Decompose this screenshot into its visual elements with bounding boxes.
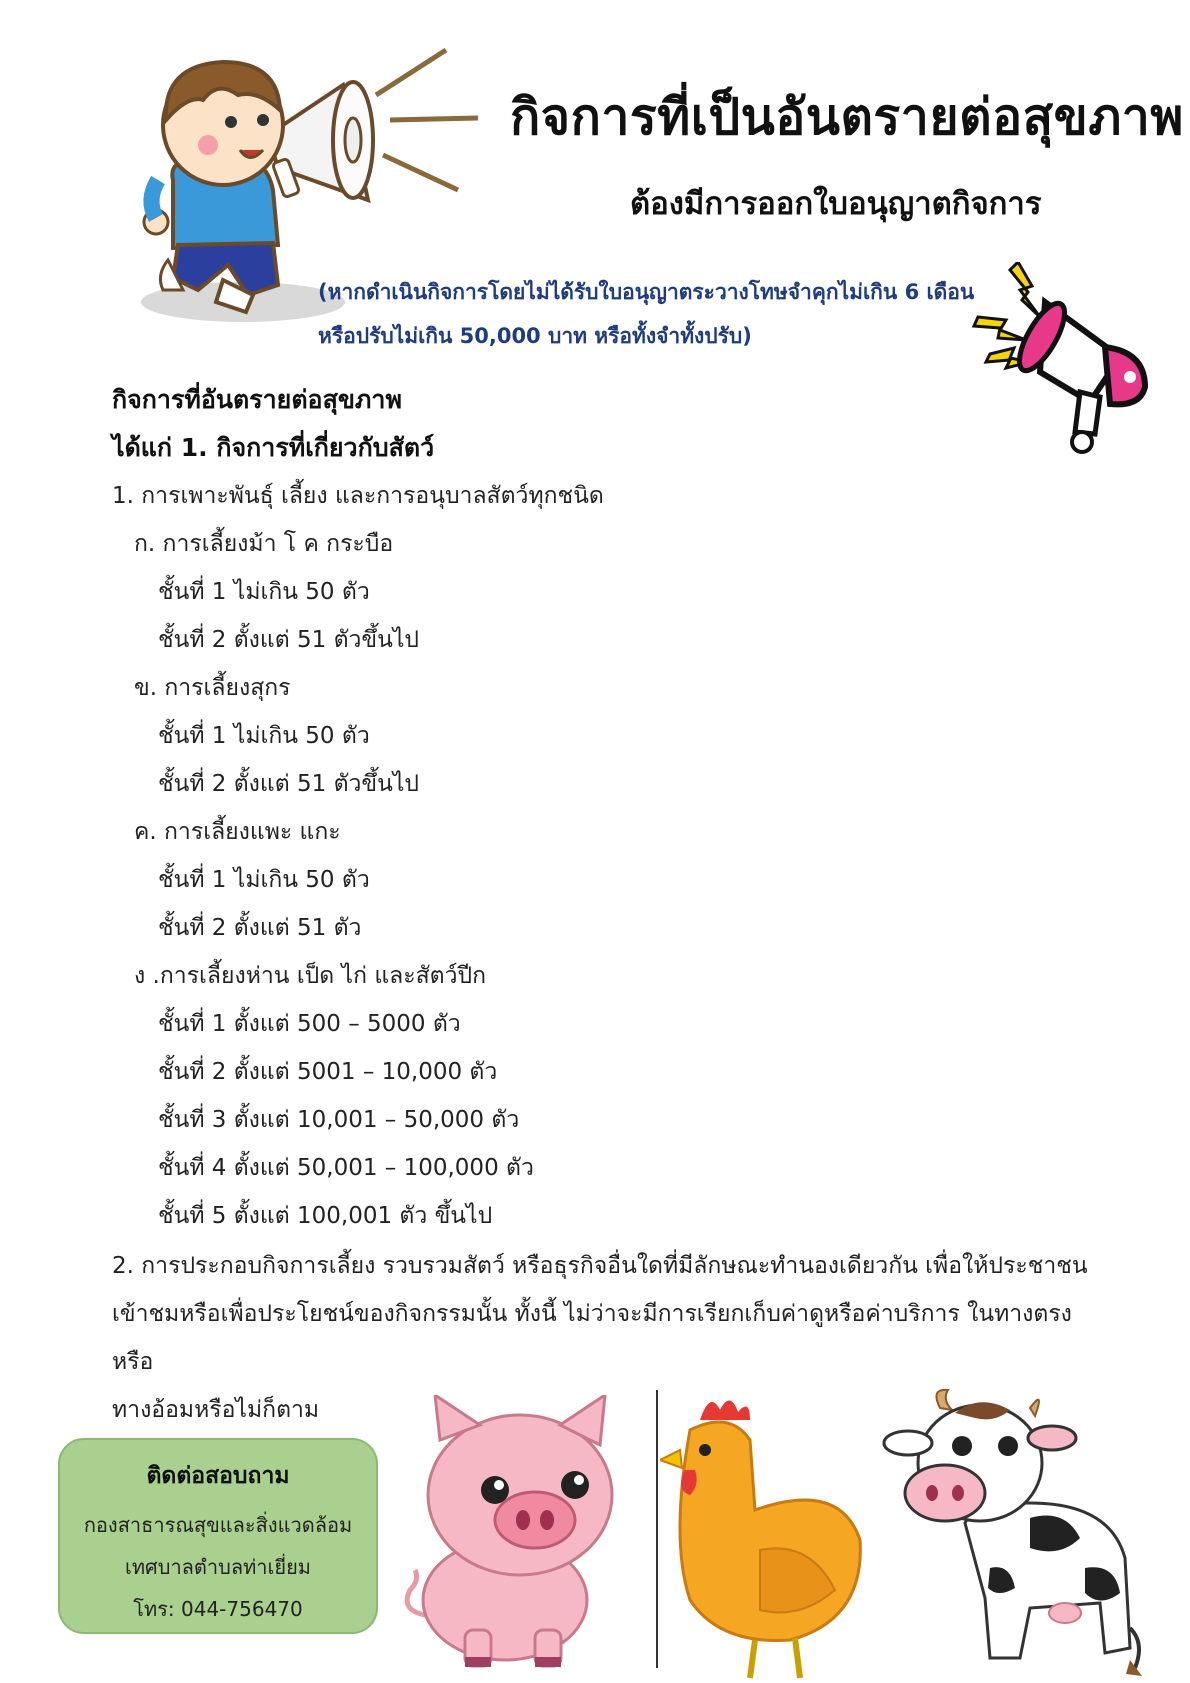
tier-line: ชั้นที่ 1 ไม่เกิน 50 ตัว bbox=[158, 723, 370, 749]
page-subtitle: ต้องมีการออกใบอนุญาตกิจการ bbox=[630, 186, 1042, 222]
tier-line: ชั้นที่ 1 ไม่เกิน 50 ตัว bbox=[158, 579, 370, 605]
group-label: ค. การเลี้ยงแพะ แกะ bbox=[134, 819, 341, 845]
item-2-line: ทางอ้อมหรือไม่ก็ตาม bbox=[112, 1397, 320, 1423]
item-2-line: 2. การประกอบกิจการเลี้ยง รวบรวมสัตว์ หรือธุรกิจอื่นใดที่มีลักษณะทำนองเดียวกัน เพื่อให้ประชาชน bbox=[112, 1253, 1088, 1279]
cow-icon bbox=[880, 1388, 1150, 1678]
penalty-line-1: (หากดำเนินกิจการโดยไม่ได้รับใบอนุญาตระวางโทษจำคุกไม่เกิน 6 เดือน bbox=[318, 280, 975, 304]
contact-box bbox=[58, 1438, 378, 1634]
item-2-line: เข้าชมหรือเพื่อประโยชน์ของกิจกรรมนั้น ทั้งนี้ ไม่ว่าจะมีการเรียกเก็บค่าดูหรือค่าบริการ ในทางตรงหรือ bbox=[112, 1301, 1072, 1375]
section-subheading: ได้แก่ 1. กิจการที่เกี่ยวกับสัตว์ bbox=[112, 433, 435, 462]
tier-line: ชั้นที่ 1 ไม่เกิน 50 ตัว bbox=[158, 867, 370, 893]
pig-icon bbox=[395, 1395, 645, 1675]
page-title: กิจการที่เป็นอันตรายต่อสุขภาพ bbox=[510, 88, 1184, 146]
tier-line: ชั้นที่ 1 ตั้งแต่ 500 – 5000 ตัว bbox=[158, 1011, 461, 1037]
section-heading: กิจการที่อันตรายต่อสุขภาพ bbox=[112, 385, 402, 414]
tier-line: ชั้นที่ 2 ตั้งแต่ 5001 – 10,000 ตัว bbox=[158, 1059, 498, 1085]
megaphone-icon bbox=[970, 262, 1170, 462]
group-label: ง .การเลี้ยงห่าน เป็ด ไก่ และสัตว์ปีก bbox=[134, 963, 487, 989]
group-label: ข. การเลี้ยงสุกร bbox=[134, 675, 291, 701]
tier-line: ชั้นที่ 5 ตั้งแต่ 100,001 ตัว ขึ้นไป bbox=[158, 1203, 493, 1229]
item-1: 1. การเพาะพันธุ์ เลี้ยง และการอนุบาลสัตว์ทุกชนิด bbox=[112, 483, 604, 509]
divider bbox=[656, 1390, 658, 1668]
penalty-line-2: หรือปรับไม่เกิน 50,000 บาท หรือทั้งจำทั้งปรับ) bbox=[318, 324, 752, 348]
tier-line: ชั้นที่ 2 ตั้งแต่ 51 ตัวขึ้นไป bbox=[158, 627, 420, 653]
contact-municipality: เทศบาลตำบลท่าเยี่ยม bbox=[125, 1555, 311, 1579]
tier-line: ชั้นที่ 2 ตั้งแต่ 51 ตัวขึ้นไป bbox=[158, 771, 420, 797]
contact-department: กองสาธารณสุขและสิ่งแวดล้อม bbox=[83, 1513, 353, 1537]
tier-line: ชั้นที่ 3 ตั้งแต่ 10,001 – 50,000 ตัว bbox=[158, 1107, 520, 1133]
contact-title: ติดต่อสอบถาม bbox=[146, 1463, 290, 1489]
group-label: ก. การเลี้ยงม้า โ ค กระบือ bbox=[134, 531, 394, 557]
chicken-icon bbox=[660, 1390, 870, 1680]
tier-line: ชั้นที่ 4 ตั้งแต่ 50,001 – 100,000 ตัว bbox=[158, 1155, 534, 1181]
tier-line: ชั้นที่ 2 ตั้งแต่ 51 ตัว bbox=[158, 915, 362, 941]
contact-phone: โทร: 044-756470 bbox=[133, 1597, 303, 1621]
